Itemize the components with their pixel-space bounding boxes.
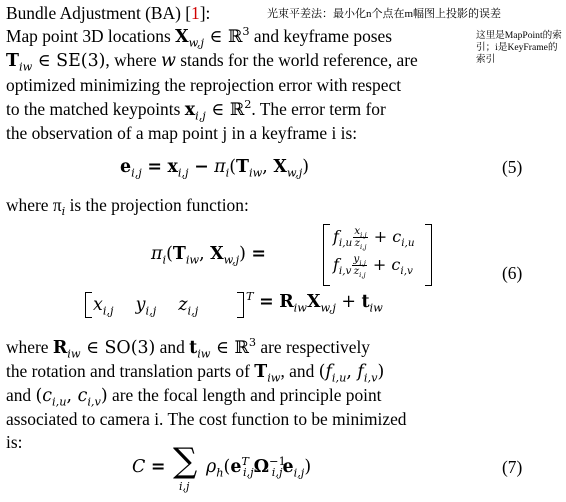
- body-line: Map point 3D locations $X_{w,j}$ ∈ ℝ$^3$ and keyframe poses: [6, 25, 393, 50]
- summation-symbol: ∑: [173, 441, 198, 481]
- section-heading: Bundle Adjustment (BA) [1]:: [6, 3, 211, 23]
- matrix-left-bracket: [323, 224, 330, 286]
- body-line: optimized minimizing the reprojection error with respect: [6, 75, 402, 95]
- citation-link[interactable]: 1: [191, 3, 200, 23]
- body-line: is:: [6, 432, 23, 452]
- body-line: the observation of a map point j in a keyframe i is:: [6, 123, 358, 143]
- handwritten-note-side: 这里是MapPoint的索引；i是KeyFrame的索引: [476, 30, 562, 65]
- equation-6-rhs-2: $^T = R_{iw}X_{w,j} + t_{iw}$: [246, 290, 383, 315]
- equation-number: (6): [502, 263, 523, 283]
- matrix-row-1: $f_{i,u}$ $\frac{x_{i,j}}{z_{i,j}}$ + $c_{i,u}$: [333, 225, 415, 252]
- matrix-row-2: $f_{i,v}$ $\frac{y_{i,j}}{z_{i,j}}$ + $c_{i,v}$: [333, 253, 413, 280]
- equation-5: $e_{i,j} = x_{i,j} - \pi_i(T_{iw}$, $X_{w,j}$): [120, 157, 310, 180]
- matrix-right-bracket: [425, 224, 432, 286]
- body-line: to the matched keypoints $x_{i,j}$ ∈ ℝ$^2$. The error term for: [6, 98, 386, 123]
- equation-number: (5): [502, 157, 523, 177]
- equation-6-lhs: $\pi_i(T_{iw}$, $X_{w,j}$) =: [151, 244, 266, 267]
- handwritten-note-top: 光束平差法：最小化n个点在m幅图上投影的误差: [267, 8, 502, 20]
- summation-index: i,j: [179, 480, 190, 493]
- vector-left-bracket: [85, 292, 92, 318]
- vector-right-bracket: [237, 292, 244, 318]
- body-line: and ($c_{i,u}$, $c_{i,v}$) are the focal length and principle point: [6, 385, 382, 409]
- body-line: $T_{iw}$ ∈ SE(3), where w stands for the world reference, are: [6, 50, 418, 74]
- body-line: where $\pi_i$ is the projection function:: [6, 195, 249, 219]
- equation-6-rhs: $x_{i,j}$ $y_{i,j}$ $z_{i,j}$: [93, 295, 199, 318]
- equation-7-lhs: C =: [132, 457, 166, 477]
- equation-number: (7): [502, 457, 523, 477]
- equation-7-rhs: $\rho_h(e^T_{i,j}\Omega^{-1}_{i,j}e_{i,j})$: [206, 455, 312, 480]
- body-line: associated to camera i. The cost function to be minimized: [6, 409, 407, 429]
- body-line: where $R_{iw}$ ∈ SO(3) and $t_{iw}$ ∈ ℝ$^3$ are respectively: [6, 336, 371, 361]
- body-line: the rotation and translation parts of $T_{iw}$, and ($f_{i,u}$, $f_{i,v}$): [6, 361, 385, 385]
